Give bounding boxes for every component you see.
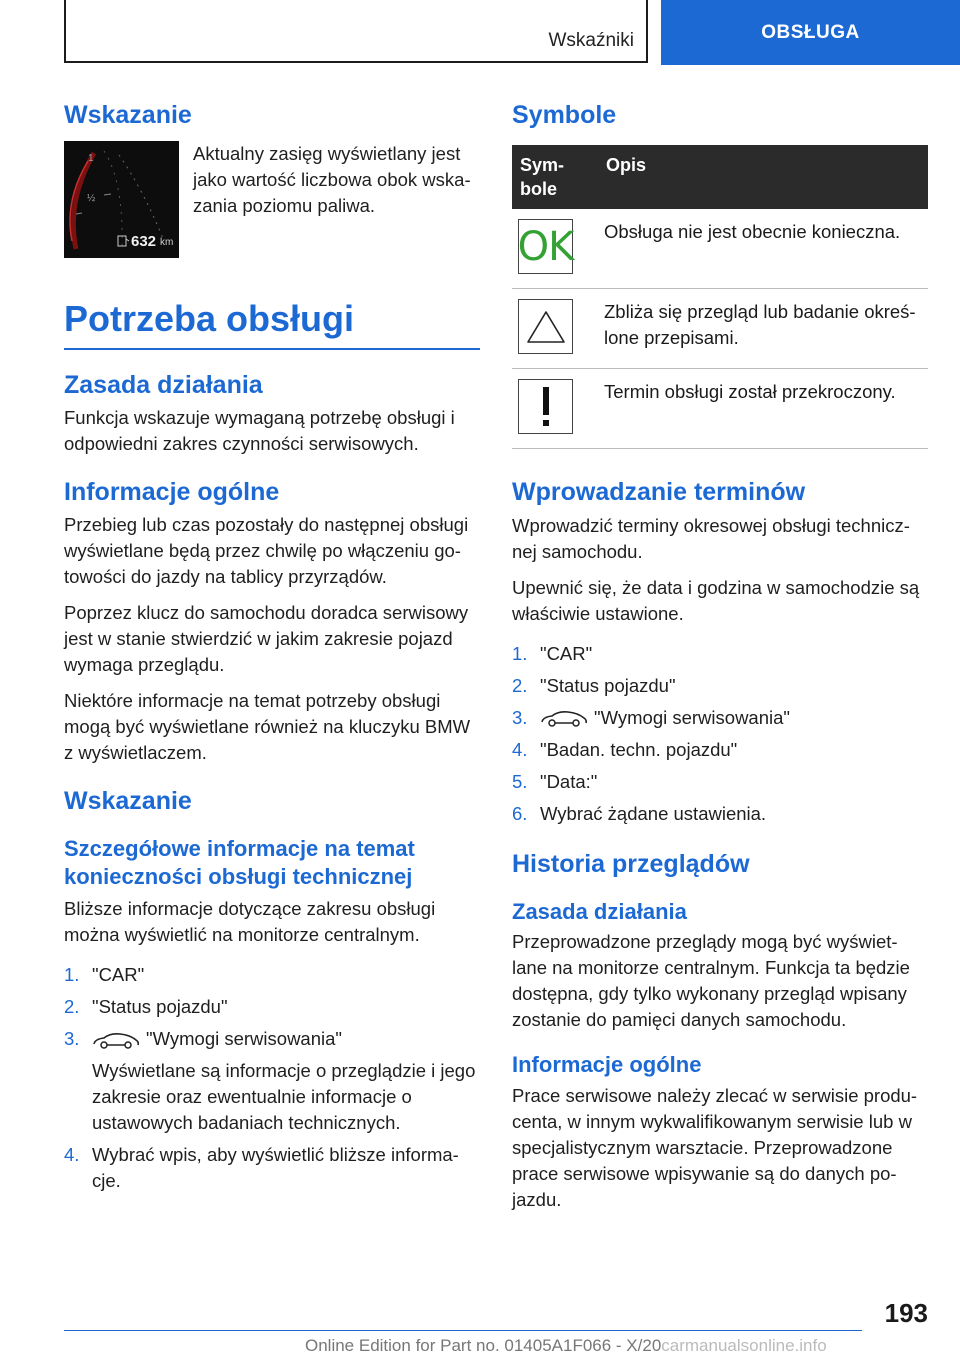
step-number: 1.	[512, 642, 528, 664]
table-header-row	[512, 145, 928, 209]
dates-heading: Wprowadzanie terminów	[512, 478, 806, 507]
step-note: Wyświetlane są informacje o przeglądzie i jego zakresie oraz ewentualnie informacje o ustawowych badaniach technicznych.	[92, 1060, 476, 1134]
col-desc-header: Opis	[598, 145, 928, 209]
step-text: "Status pojazdu"	[92, 996, 228, 1018]
history-heading: Historia przeglądów	[512, 849, 750, 878]
s1-text: Funkcja wskazuje wymaganą potrzebę obsługi i odpowiedni zakres czynności serwisowych.	[64, 406, 455, 454]
step-number: 2.	[64, 996, 80, 1018]
step-text: "CAR"	[92, 964, 145, 986]
dates-paragraph-2: Upewnić się, że data i godzina w samochodzie są właściwie ustawione.	[512, 576, 920, 624]
ok-icon-text: OK	[517, 223, 574, 270]
cluster-tick-1: 1	[88, 153, 94, 165]
left-column	[64, 100, 480, 1204]
list-item	[64, 1026, 480, 1136]
step-text: "Status pojazdu"	[540, 674, 676, 696]
step-text: Wybrać żądane ustawienia.	[540, 802, 767, 824]
watermark-text[interactable]: carmanualsonline.info	[661, 1336, 827, 1355]
cluster-tick-half: ½	[87, 193, 96, 205]
step-number: 2.	[512, 674, 528, 696]
display-description: Aktualny zasięg wyświetlany jest jako wartość liczbowa obok wska-zania poziomu paliwa.	[193, 143, 471, 217]
step-number: 3.	[512, 706, 528, 728]
ok-icon	[518, 219, 573, 274]
range-value: 632	[131, 233, 157, 251]
list-item	[512, 641, 928, 667]
display-block	[64, 141, 480, 258]
step-text: "Badan. techn. pojazdu"	[540, 738, 738, 760]
step-text: "CAR"	[540, 642, 593, 664]
step-text: "Data:"	[540, 770, 598, 792]
table-row	[512, 369, 928, 449]
step-text: "Wymogi serwisowania"	[594, 706, 790, 728]
header-chapter-label: OBSŁUGA	[761, 21, 860, 43]
list-item	[512, 705, 928, 731]
list-item	[512, 737, 928, 763]
row-description: Zbliża się przegląd lub badanie okreś-lone przepisami.	[598, 289, 928, 369]
header-section-title: Wskaźniki	[548, 30, 634, 51]
range-unit: km	[160, 237, 174, 249]
list-item	[512, 673, 928, 699]
list-item	[64, 962, 480, 988]
s4-text: Bliższe informacje dotyczące zakresu obsługi można wyświetlić na monitorze centralnym.	[64, 898, 436, 946]
warning-triangle-icon	[518, 299, 573, 354]
edition-text: Online Edition for Part no. 01405A1F066 - X/20	[305, 1336, 662, 1355]
header-chapter-tab[interactable]	[661, 0, 960, 65]
history-s1-text: Przeprowadzone przeglądy mogą być wyświet-lane na monitorze centralnym. Funkcja ta będzie dostępna, gdy tylko wykonany przegląd wpisany zostanie do pamięci danych samochodu.	[512, 931, 910, 1031]
dates-paragraph-1: Wprowadzić terminy okresowej obsługi technicz-nej samochodu.	[512, 514, 910, 562]
symbols-heading: Symbole	[512, 101, 617, 129]
row-description: Termin obsługi został przekroczony.	[598, 369, 928, 449]
car-icon	[92, 1032, 140, 1050]
history-s2-text: Prace serwisowe należy zlecać w serwisie produ-centa, w innym wykwalifikowanym serwisie lub w specjalistycznym warsztacie. Przeprowadzone prace serwisowe wpisywanie są do danych po-jazdu.	[512, 1084, 918, 1210]
step-text: "Wymogi serwisowania"	[146, 1028, 342, 1050]
symbols-table	[512, 145, 928, 449]
dates-steps-list	[512, 641, 928, 827]
car-icon	[540, 710, 588, 728]
list-item	[512, 769, 928, 795]
main-heading: Potrzeba obsługi	[64, 298, 480, 349]
page-number: 193	[884, 1298, 928, 1328]
s3-heading: Wskazanie	[64, 787, 192, 816]
exclamation-icon	[518, 379, 573, 434]
history-s2-heading: Informacje ogólne	[512, 1052, 702, 1078]
row-description: Obsługa nie jest obecnie konieczna.	[598, 209, 928, 289]
footer-text	[305, 1336, 827, 1356]
step-number: 1.	[64, 964, 80, 986]
step-number: 5.	[512, 770, 528, 792]
s2-paragraph-1: Przebieg lub czas pozostały do następnej obsługi wyświetlane będą przez chwilę po włączeniu go-towości do jazdy na tablicy przyrządów.	[64, 514, 469, 588]
step-text: Wybrać wpis, aby wyświetlić bliższe informa-cje.	[92, 1144, 459, 1192]
step-number: 3.	[64, 1028, 80, 1050]
col-symbol-header: Sym-bole	[512, 145, 598, 209]
step-number: 4.	[64, 1144, 80, 1166]
table-row	[512, 289, 928, 369]
s1-heading: Zasada działania	[64, 370, 263, 399]
service-steps-list	[64, 962, 480, 1194]
list-item	[64, 994, 480, 1020]
list-item	[512, 801, 928, 827]
list-item	[64, 1142, 480, 1194]
s4-heading: Szczegółowe informacje na temat konieczności obsługi technicznej	[64, 836, 415, 889]
step-number: 4.	[512, 738, 528, 760]
step-number: 6.	[512, 802, 528, 824]
s2-heading: Informacje ogólne	[64, 477, 280, 506]
s2-paragraph-3: Niektóre informacje na temat potrzeby obsługi mogą być wyświetlane również na kluczyku BMW z wyświetlaczem.	[64, 690, 471, 764]
footer-divider	[64, 1330, 862, 1331]
display-heading: Wskazanie	[64, 101, 192, 129]
right-column	[512, 100, 928, 1223]
table-row	[512, 209, 928, 289]
s2-paragraph-2: Poprzez klucz do samochodu doradca serwisowy jest w stanie stwierdzić w jakim zakresie pojazd wymaga przeglądu.	[64, 602, 469, 676]
instrument-cluster-image	[64, 141, 179, 258]
history-s1-heading: Zasada działania	[512, 898, 687, 924]
